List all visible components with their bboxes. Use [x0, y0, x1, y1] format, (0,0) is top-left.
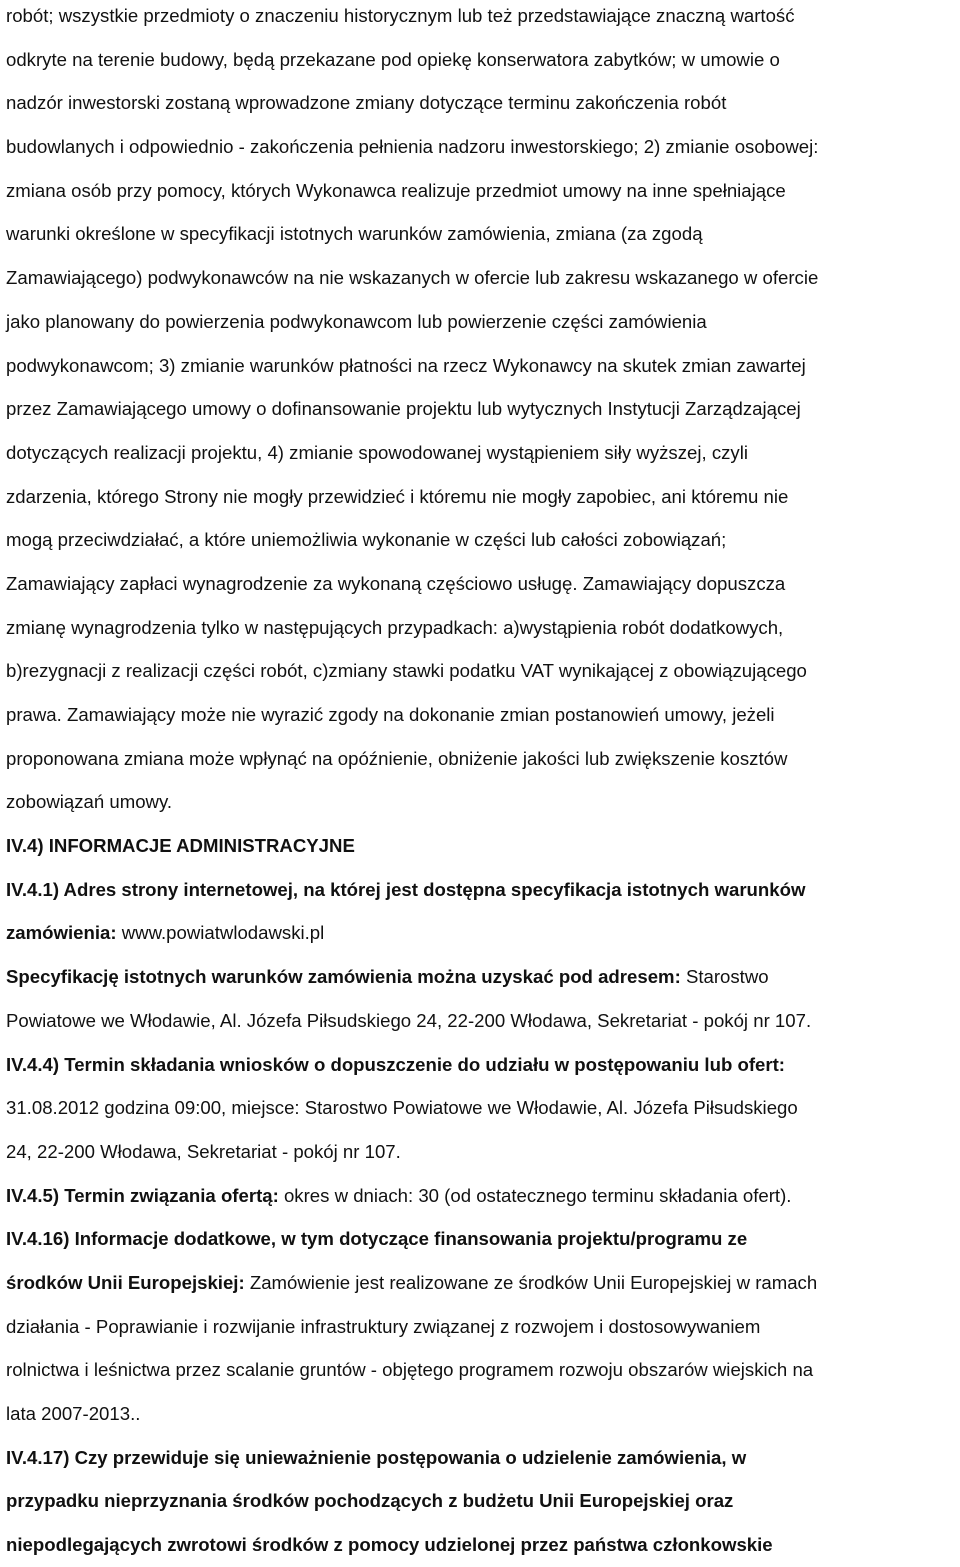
- text-line: [6, 955, 960, 999]
- text-line: [6, 38, 960, 82]
- text-line: [6, 868, 960, 912]
- text-line: [6, 212, 960, 256]
- text-line: [6, 1174, 960, 1218]
- text-line: [6, 1130, 960, 1174]
- bold-text: przypadku nieprzyznania środków pochodzących z budżetu Unii Europejskiej oraz: [6, 1490, 734, 1512]
- body-text: rolnictwa i leśnictwa przez scalanie gruntów - objętego programem rozwoju obszarów wiejskich na: [6, 1359, 814, 1381]
- text-line: [6, 1305, 960, 1349]
- text-line: [6, 780, 960, 824]
- body-text: prawa. Zamawiający może nie wyrazić zgody na dokonanie zmian postanowień umowy, jeżeli: [6, 704, 775, 725]
- text-line: [6, 1086, 960, 1130]
- text-line: [6, 1043, 960, 1087]
- text-line: [6, 649, 960, 693]
- body-text: 31.08.2012 godzina 09:00, miejsce: Starostwo Powiatowe we Włodawie, Al. Józefa Piłsudskiego: [6, 1097, 798, 1119]
- body-text: 24, 22-200 Włodawa, Sekretariat - pokój nr 107.: [6, 1140, 401, 1162]
- text-line: [6, 911, 960, 955]
- body-text: robót; wszystkie przedmioty o znaczeniu historycznym lub też przedstawiające znaczną wartość: [6, 5, 795, 26]
- text-line: [6, 0, 960, 38]
- text-line: [6, 125, 960, 169]
- text-line: [6, 693, 960, 737]
- text-line: [6, 1392, 960, 1436]
- text-line: [6, 475, 960, 519]
- body-text: odkryte na terenie budowy, będą przekazane pod opiekę konserwatora zabytków; w umowie o: [6, 48, 780, 70]
- body-text: proponowana zmiana może wpłynąć na opóźnienie, obniżenie jakości lub zwiększenie kosztów: [6, 747, 788, 769]
- text-line: [6, 1217, 960, 1261]
- bold-text: IV.4.16) Informacje dodatkowe, w tym dotyczące finansowania projektu/programu ze: [6, 1228, 748, 1250]
- text-line: [6, 518, 960, 562]
- bold-text: IV.4.4) Termin składania wniosków o dopuszczenie do udziału w postępowaniu lub ofert:: [6, 1053, 785, 1075]
- body-text: lata 2007-2013..: [6, 1403, 141, 1424]
- text-line: [6, 737, 960, 781]
- bold-text: IV.4.5) Termin związania ofertą:: [6, 1184, 284, 1206]
- body-text: jako planowany do powierzenia podwykonawcom lub powierzenie części zamówienia: [6, 310, 707, 332]
- bold-text: Specyfikację istotnych warunków zamówienia można uzyskać pod adresem:: [6, 966, 686, 988]
- bold-text: niepodlegających zwrotowi środków z pomocy udzielonej przez państwa członkowskie: [6, 1534, 773, 1556]
- text-line: [6, 1523, 960, 1567]
- body-text: warunki określone w specyfikacji istotnych warunków zamówienia, zmiana (za zgodą: [6, 223, 703, 245]
- body-text: zdarzenia, którego Strony nie mogły przewidzieć i któremu nie mogły zapobiec, ani któremu nie: [6, 485, 789, 507]
- body-text: zmianę wynagrodzenia tylko w następujących przypadkach: a)wystąpienia robót dodatkowych,: [6, 616, 784, 638]
- body-text: zmiana osób przy pomocy, których Wykonawca realizuje przedmiot umowy na inne spełniające: [6, 179, 786, 201]
- bold-text: IV.4.1) Adres strony internetowej, na której jest dostępna specyfikacja istotnych warunków: [6, 878, 806, 900]
- body-text: Zamawiającego) podwykonawców na nie wskazanych w ofercie lub zakresu wskazanego w ofercie: [6, 267, 819, 289]
- body-text: Powiatowe we Włodawie, Al. Józefa Piłsudskiego 24, 22-200 Włodawa, Sekretariat - pokój nr 107.: [6, 1009, 812, 1031]
- text-line: [6, 824, 960, 868]
- body-text: przez Zamawiającego umowy o dofinansowanie projektu lub wytycznych Instytucji Zarządzającej: [6, 398, 801, 420]
- text-line: [6, 1479, 960, 1523]
- text-line: [6, 1436, 960, 1480]
- text-line: [6, 999, 960, 1043]
- text-line: [6, 431, 960, 475]
- text-line: [6, 1261, 960, 1305]
- body-text: nadzór inwestorski zostaną wprowadzone zmiany dotyczące terminu zakończenia robót: [6, 92, 727, 114]
- body-text: b)rezygnacji z realizacji części robót, c)zmiany stawki podatku VAT wynikającej z obowiązującego: [6, 660, 807, 682]
- body-text: zobowiązań umowy.: [6, 791, 173, 813]
- text-line: [6, 387, 960, 431]
- document-page: [6, 0, 960, 1567]
- text-line: [6, 562, 960, 606]
- body-text: www.powiatwlodawski.pl: [121, 922, 325, 944]
- body-text: Zamówienie jest realizowane ze środków Unii Europejskiej w ramach: [249, 1271, 818, 1293]
- text-line: [6, 606, 960, 650]
- text-line: [6, 81, 960, 125]
- body-text: podwykonawcom; 3) zmianie warunków płatności na rzecz Wykonawcy na skutek zmian zawartej: [6, 354, 806, 376]
- bold-text: zamówienia:: [6, 922, 122, 944]
- body-text: dotyczących realizacji projektu, 4) zmianie spowodowanej wystąpieniem siły wyższej, czyli: [6, 441, 748, 463]
- bold-text: środków Unii Europejskiej:: [6, 1271, 250, 1293]
- text-line: [6, 1348, 960, 1392]
- document-body: [6, 0, 960, 1567]
- body-text: budowlanych i odpowiednio - zakończenia pełnienia nadzoru inwestorskiego; 2) zmianie osobowej:: [6, 136, 819, 158]
- bold-text: IV.4.17) Czy przewiduje się unieważnienie postępowania o udzielenie zamówienia, w: [6, 1446, 747, 1468]
- body-text: działania - Poprawianie i rozwijanie infrastruktury związanej z rozwojem i dostosowywaniem: [6, 1315, 761, 1337]
- body-text: Zamawiający zapłaci wynagrodzenie za wykonaną częściowo usługę. Zamawiający dopuszcza: [6, 572, 786, 594]
- body-text: okres w dniach: 30 (od ostatecznego terminu składania ofert).: [283, 1184, 792, 1206]
- body-text: Starostwo: [685, 966, 769, 988]
- text-line: [6, 169, 960, 213]
- bold-text: IV.4) INFORMACJE ADMINISTRACYJNE: [6, 835, 355, 857]
- text-line: [6, 344, 960, 388]
- text-line: [6, 300, 960, 344]
- body-text: mogą przeciwdziałać, a które uniemożliwia wykonanie w części lub całości zobowiązań;: [6, 529, 727, 551]
- text-line: [6, 256, 960, 300]
